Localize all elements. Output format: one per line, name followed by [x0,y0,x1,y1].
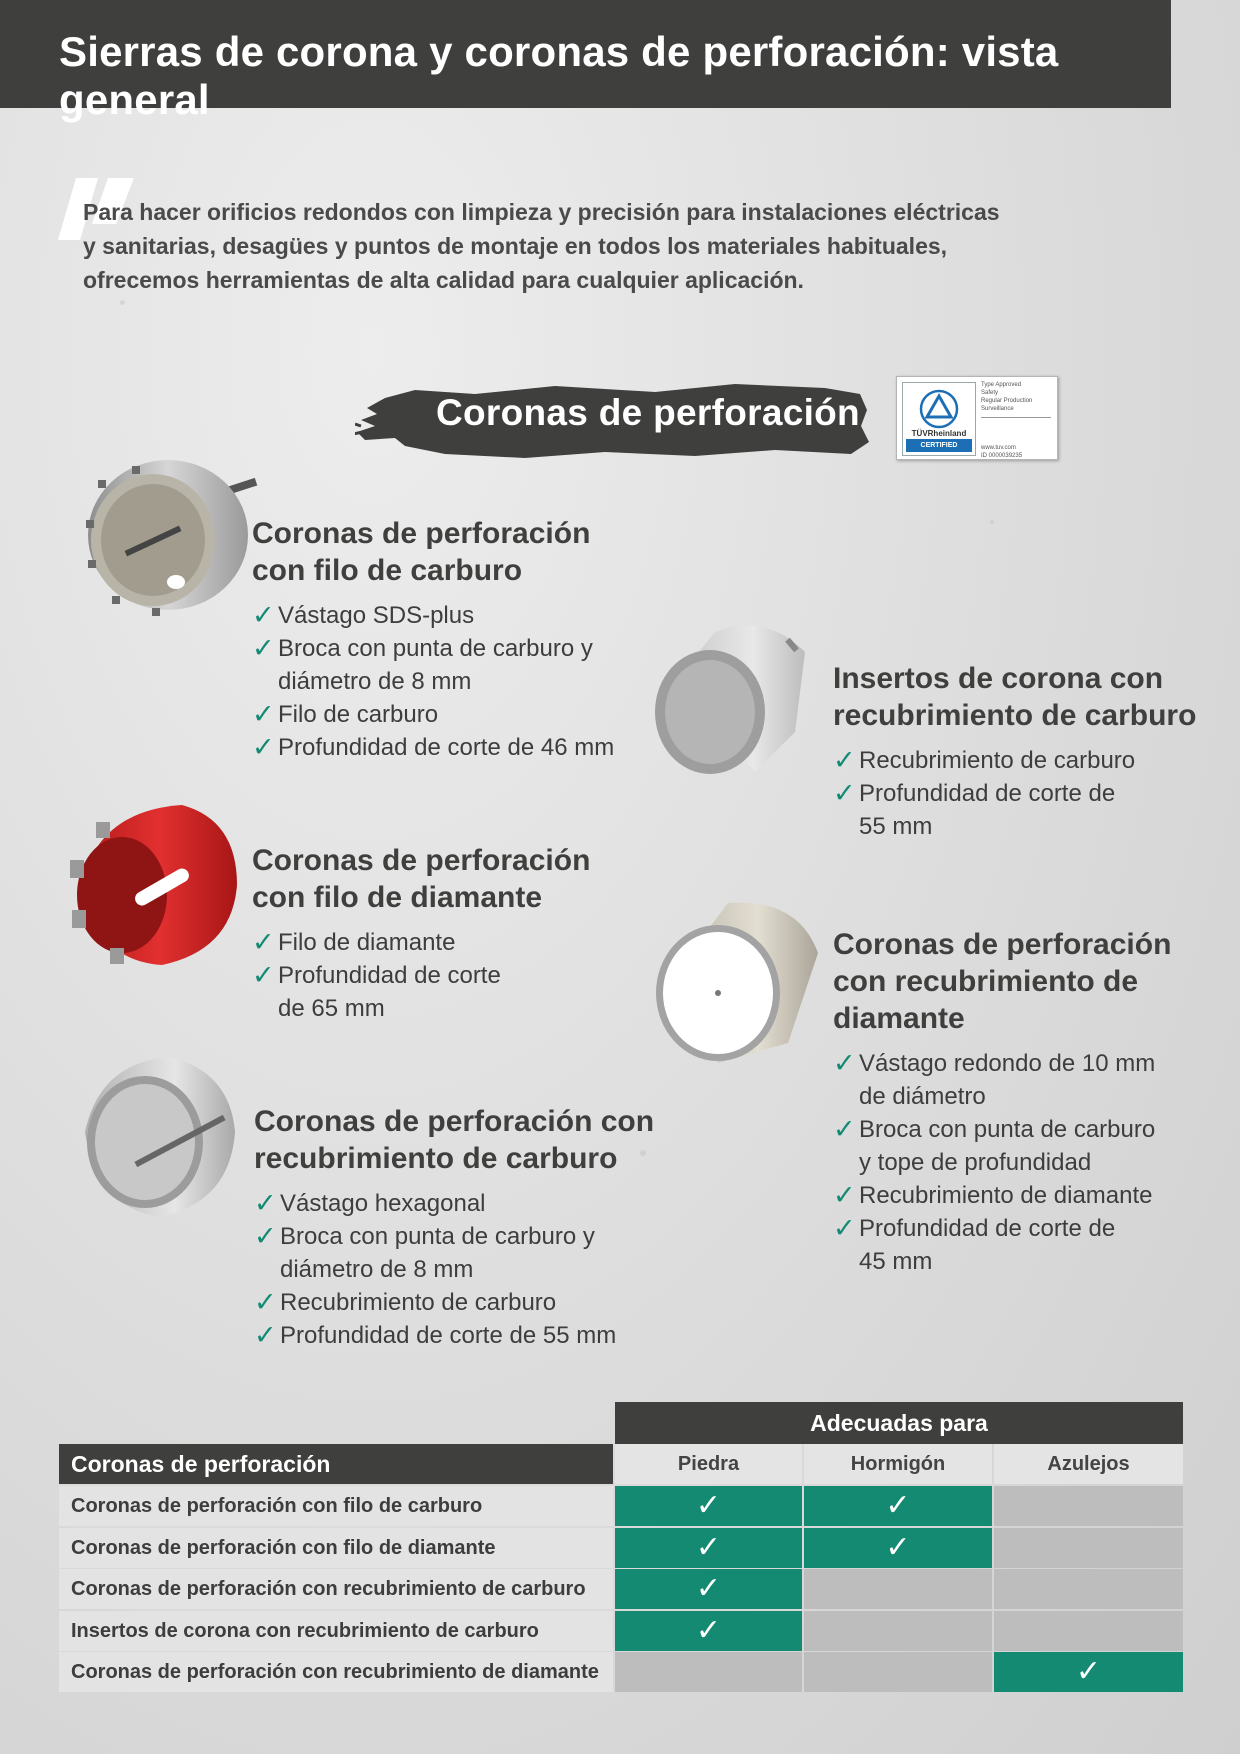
feature-item: ✓ Recubrimiento de carburo [833,745,1136,775]
feature-item: ✓ Filo de carburo [252,699,439,729]
table-check-cell: ✓ [804,1486,992,1526]
table-empty-cell [994,1569,1183,1609]
feature-item: ✓ Vástago SDS-plus [252,600,475,630]
feature-item: ✓ Vástago hexagonal [254,1188,486,1218]
diamond-edge-core-image [62,800,242,970]
tuv-certified-label: CERTIFIED [906,439,972,452]
feature-item: ✓ Profundidad de corte de [833,1213,1116,1243]
checkmark-icon: ✓ [254,1221,277,1251]
checkmark-icon: ✓ [254,1188,277,1218]
intro-line: ofrecemos herramientas de alta calidad para cualquier aplicación. [83,267,804,293]
checkmark-icon: ✓ [833,1180,856,1210]
table-row-label: Coronas de perforación con filo de diamante [59,1528,613,1568]
intro-paragraph [83,195,1033,297]
tuv-url: www.tuv.com [981,445,1016,451]
product-title-line: diamante [833,1002,965,1035]
checkmark-icon: ✓ [252,960,275,990]
table-empty-cell [804,1652,992,1692]
feature-item: de diámetro [859,1083,986,1110]
tuv-brand: TÜVRheinland [911,429,967,438]
feature-list [833,744,1213,843]
product-diamond-edge-core [252,842,672,1025]
feature-list [254,1187,694,1352]
product-title-line: recubrimiento de carburo [833,699,1197,732]
table-empty-cell [804,1611,992,1651]
product-title-line: Insertos de corona con [833,662,1164,695]
checkmark-icon: ✓ [833,1213,856,1243]
feature-item: ✓ Profundidad de corte [252,960,501,990]
feature-item: ✓ Broca con punta de carburo y [252,633,593,663]
feature-list [833,1047,1213,1278]
carbide-tipped-core-image [68,450,258,620]
suitability-table [57,1402,1185,1694]
feature-item: ✓ Vástago redondo de 10 mm [833,1048,1156,1078]
feature-item: diámetro de 8 mm [280,1256,474,1283]
checkmark-icon: ✓ [252,732,275,762]
feature-item: 55 mm [859,813,933,840]
tuv-line: Safety [981,390,999,396]
checkmark-icon: ✓ [833,778,856,808]
texture-speck [120,300,125,305]
checkmark-icon: ✓ [252,927,275,957]
table-row-header: Coronas de perforación [59,1444,613,1484]
feature-list [252,926,672,1025]
section-title: Coronas de perforación [436,392,860,433]
table-empty-cell [804,1569,992,1609]
feature-item: ✓ Recubrimiento de diamante [833,1180,1153,1210]
product-title [833,660,1213,734]
table-row-label: Coronas de perforación con recubrimiento de carburo [59,1569,613,1609]
checkmark-icon: ✓ [252,633,275,663]
product-carbide-coated-insert [833,660,1213,843]
table-check-cell: ✓ [615,1611,802,1651]
tuv-details [981,381,1051,460]
table-column-header: Azulejos [994,1444,1183,1484]
table-check-cell: ✓ [615,1569,802,1609]
product-carbide-coated-core [254,1103,694,1352]
diamond-coated-core-image [648,893,823,1068]
checkmark-icon: ✓ [833,1114,856,1144]
table-row-label: Coronas de perforación con filo de carburo [59,1486,613,1526]
checkmark-icon: ✓ [252,600,275,630]
product-title-line: recubrimiento de carburo [254,1142,618,1175]
feature-item: 45 mm [859,1248,933,1275]
intro-line: Para hacer orificios redondos con limpieza y precisión para instalaciones eléctricas [83,199,1000,225]
tuv-logo [902,382,976,456]
product-title-line: con filo de carburo [252,554,523,587]
table-column-header: Hormigón [804,1444,992,1484]
table-row-label: Insertos de corona con recubrimiento de carburo [59,1611,613,1651]
table-check-cell: ✓ [994,1652,1183,1692]
checkmark-icon: ✓ [252,699,275,729]
product-title [252,515,672,589]
page-header [0,0,1171,123]
table-empty-cell [994,1528,1183,1568]
tuv-line: Regular Production [981,398,1033,404]
checkmark-icon: ✓ [254,1287,277,1317]
table-row-label: Coronas de perforación con recubrimiento de diamante [59,1652,613,1692]
carbide-coated-core-image [70,1052,240,1222]
feature-item: de 65 mm [278,995,385,1022]
feature-item: ✓ Profundidad de corte de 46 mm [252,732,615,762]
product-title-line: Coronas de perforación [833,928,1172,961]
table-empty-cell [615,1652,802,1692]
page-title: Sierras de corona y coronas de perforación: vista general [59,28,1059,123]
product-title-line: Coronas de perforación con [254,1105,655,1138]
product-title-line: con filo de diamante [252,881,543,914]
product-title-line: Coronas de perforación [252,517,591,550]
tuv-line: Type Approved [981,382,1022,388]
feature-item: y tope de profundidad [859,1149,1092,1176]
feature-item: diámetro de 8 mm [278,668,472,695]
table-column-header: Piedra [615,1444,802,1484]
feature-item: ✓ Filo de diamante [252,927,456,957]
checkmark-icon: ✓ [254,1320,277,1350]
tuv-certificate [896,376,1058,460]
feature-item: ✓ Broca con punta de carburo y [254,1221,595,1251]
intro-line: y sanitarias, desagües y puntos de montaje en todos los materiales habituales, [83,233,948,259]
tuv-line: Surveillance [981,406,1014,412]
checkmark-icon: ✓ [833,745,856,775]
table-empty-cell [994,1486,1183,1526]
feature-item: ✓ Broca con punta de carburo [833,1114,1156,1144]
feature-item: ✓ Profundidad de corte de [833,778,1116,808]
feature-item: ✓ Recubrimiento de carburo [254,1287,557,1317]
table-check-cell: ✓ [804,1528,992,1568]
product-title [254,1103,694,1177]
product-title-line: con recubrimiento de [833,965,1139,998]
feature-list [252,599,672,764]
feature-item: ✓ Profundidad de corte de 55 mm [254,1320,617,1350]
table-empty-cell [994,1611,1183,1651]
texture-speck [990,520,994,524]
product-title [833,926,1213,1037]
product-carbide-tipped-core [252,515,672,764]
table-check-cell: ✓ [615,1528,802,1568]
product-diamond-coated-core [833,926,1213,1278]
product-title-line: Coronas de perforación [252,844,591,877]
checkmark-icon: ✓ [833,1048,856,1078]
tuv-id: ID 0000039235 [981,453,1023,459]
table-check-cell: ✓ [615,1486,802,1526]
product-title [252,842,672,916]
table-group-header: Adecuadas para [615,1402,1183,1444]
